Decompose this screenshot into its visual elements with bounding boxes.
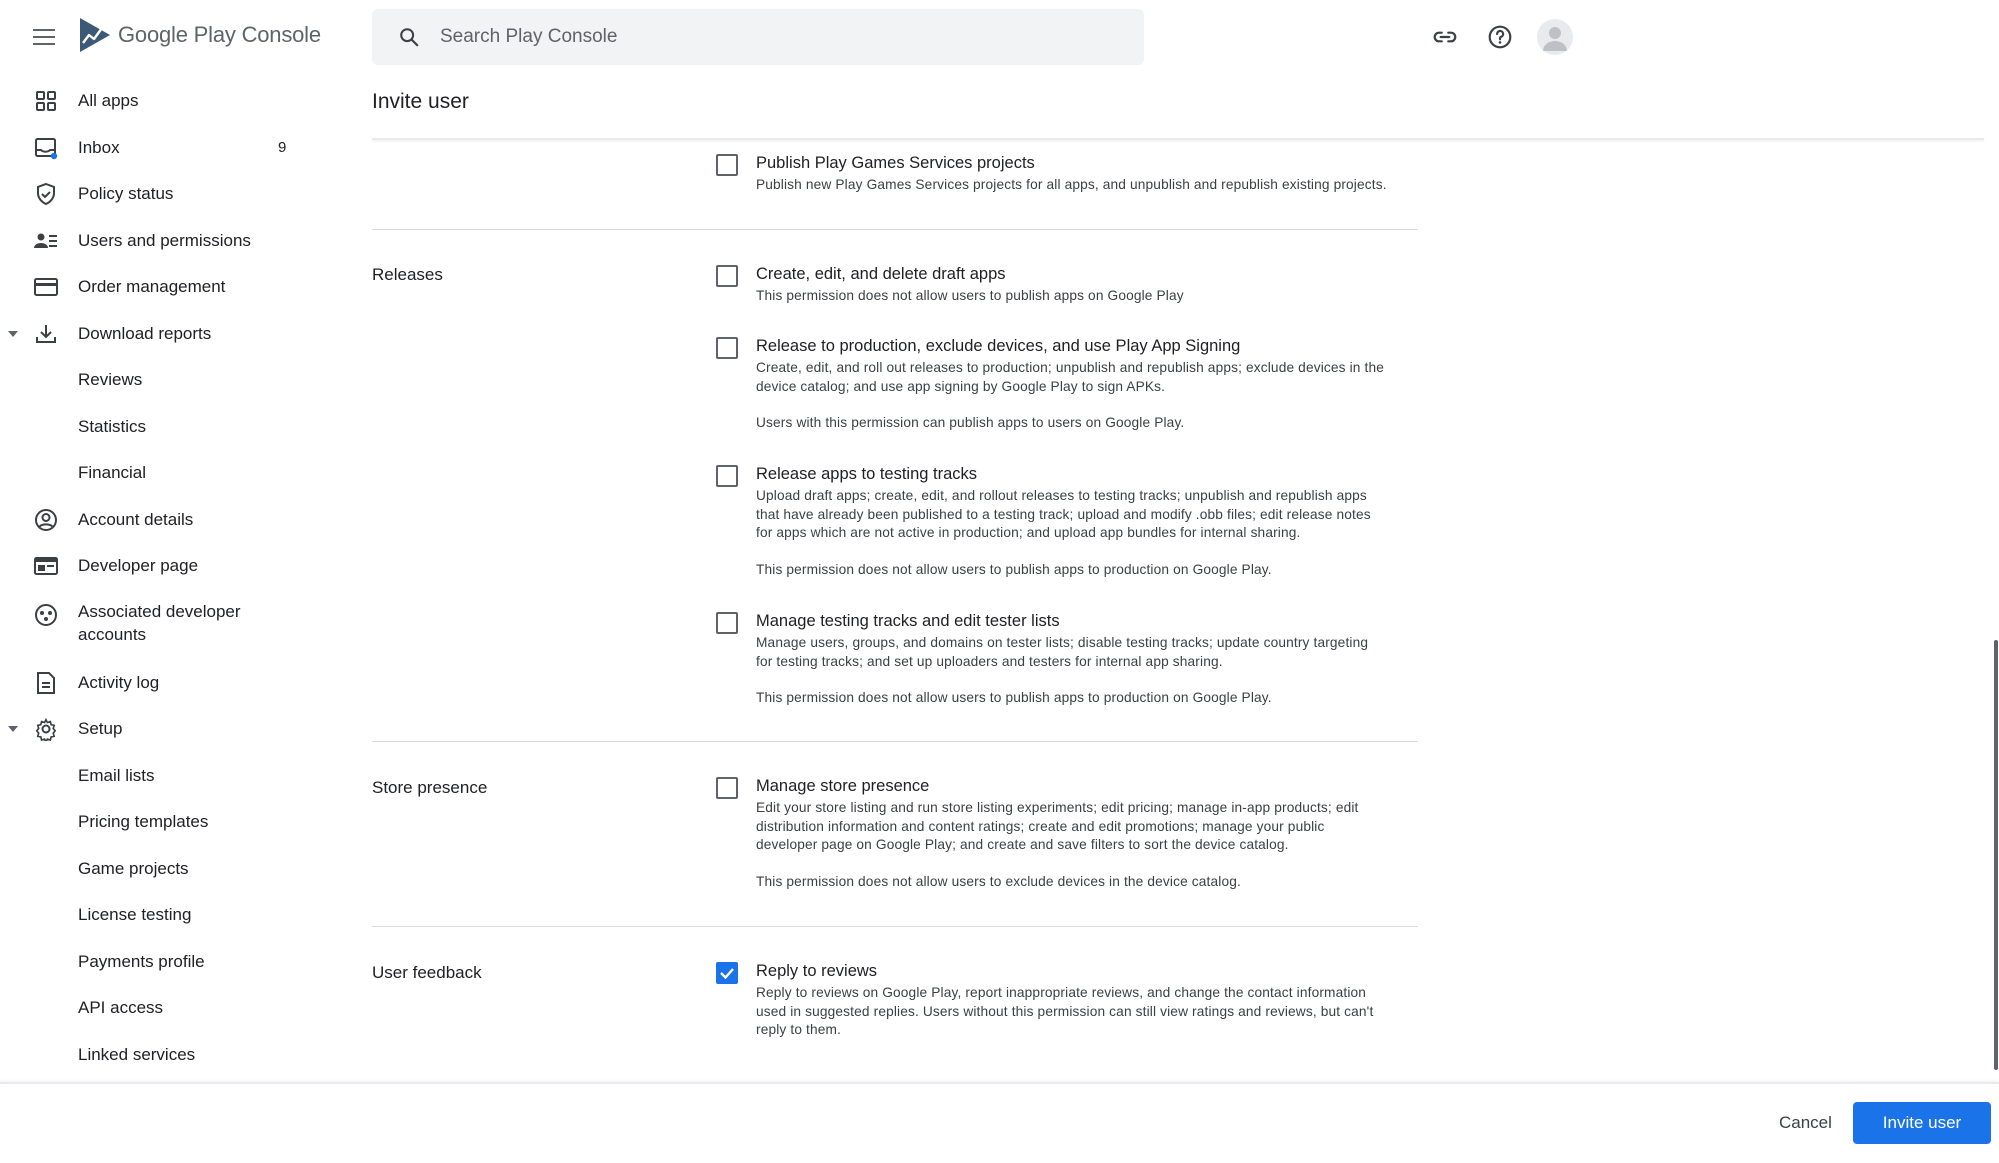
sidebar-item-email-lists[interactable] — [0, 753, 340, 800]
description-line: Manage users, groups, and domains on tester lists; disable testing tracks; update country targeting — [756, 635, 1369, 650]
permission-note: This permission does not allow users to publish apps to production on Google Play. — [756, 562, 1272, 578]
checkbox[interactable] — [716, 777, 738, 799]
section-label-releases: Releases — [372, 265, 443, 284]
permission-title: Release apps to testing tracks — [756, 465, 978, 483]
permission-reply-to-reviews — [716, 960, 1416, 1040]
sidebar-item-account-details[interactable] — [0, 497, 340, 544]
sidebar-item-label-line2: accounts — [78, 624, 147, 644]
shield-icon — [33, 181, 59, 207]
sidebar-item-label: Payments profile — [78, 951, 205, 971]
invite-user-button[interactable]: Invite user — [1853, 1102, 1991, 1144]
checkbox[interactable] — [716, 337, 738, 359]
description-line: reply to them. — [756, 1022, 842, 1038]
sidebar-item-statistics[interactable] — [0, 404, 340, 451]
permission-title: Manage testing tracks and edit tester lists — [756, 612, 1060, 630]
permission-description — [756, 359, 1416, 396]
description-line: used in suggested replies. Users without this permission can still view ratings and reviews, but can't — [756, 1003, 1374, 1019]
sidebar-item-users-and-permissions[interactable] — [0, 218, 340, 265]
sidebar-item-label: Developer page — [78, 556, 199, 576]
logo-text-google: Google Play — [118, 22, 236, 47]
sidebar-item-pricing-templates[interactable] — [0, 799, 340, 846]
sidebar-item-all-apps[interactable] — [0, 78, 340, 125]
description-line: Create, edit, and roll out releases to production; unpublish and republish apps; exclude devices in the — [756, 360, 1384, 375]
checkbox[interactable] — [716, 612, 738, 634]
user-avatar-icon — [1537, 19, 1573, 55]
page-title: Invite user — [372, 90, 469, 113]
permission-description: This permission does not allow users to publish apps on Google Play — [756, 288, 1184, 303]
menu-button[interactable] — [30, 22, 60, 52]
sidebar-item-label: Email lists — [78, 765, 155, 785]
sidebar-item-policy-status[interactable] — [0, 171, 340, 218]
permission-title: Publish Play Games Services projects — [756, 154, 1035, 172]
sidebar-item-label: Setup — [78, 719, 123, 739]
account-button[interactable] — [1534, 16, 1576, 58]
linked-accounts-icon — [33, 602, 59, 628]
section-divider — [372, 926, 1418, 927]
download-icon — [33, 321, 59, 347]
title-divider — [372, 138, 1984, 140]
app-title — [118, 22, 321, 48]
search-bar[interactable] — [372, 9, 1144, 65]
section-label-store-presence: Store presence — [372, 778, 488, 797]
footer-action-bar — [0, 1082, 1999, 1163]
permission-description — [756, 487, 1416, 543]
sidebar-item-label: API access — [78, 998, 164, 1018]
description-line: developer page on Google Play; and create and save filters to sort the device catalog. — [756, 837, 1289, 853]
sidebar-item-inbox[interactable] — [0, 125, 340, 172]
check-icon — [719, 965, 735, 981]
permission-create-edit-delete-draft-apps — [716, 263, 1416, 306]
inbox-count-badge: 9 — [278, 139, 287, 157]
permission-release-to-production — [716, 335, 1416, 433]
sidebar-item-label: Account details — [78, 509, 194, 529]
credit-card-icon — [33, 274, 59, 300]
sidebar-item-reviews[interactable] — [0, 357, 340, 404]
inbox-icon — [33, 135, 59, 161]
grid-icon — [33, 88, 59, 114]
sidebar-item-activity-log[interactable] — [0, 660, 340, 707]
users-icon — [33, 228, 59, 254]
scrollbar[interactable] — [1994, 640, 1998, 1070]
sidebar-item-label: All apps — [78, 91, 139, 111]
sidebar-item-api-access[interactable] — [0, 985, 340, 1032]
description-line: for apps which are not active in production; and upload app bundles for internal sharing. — [756, 525, 1301, 541]
link-icon — [1432, 24, 1458, 50]
description-line: device catalog; and use app signing by Google Play to sign APKs. — [756, 378, 1166, 394]
sidebar-item-label: Users and permissions — [78, 230, 251, 250]
document-icon — [33, 670, 59, 696]
sidebar-item-license-testing[interactable] — [0, 892, 340, 939]
description-line: for testing tracks; and set up uploaders and testers for internal app sharing. — [756, 653, 1223, 669]
permission-manage-store-presence — [716, 775, 1416, 892]
checkbox-checked[interactable] — [716, 962, 738, 984]
sidebar-item-label: Linked services — [78, 1044, 196, 1064]
permission-note: This permission does not allow users to exclude devices in the device catalog. — [756, 874, 1241, 890]
caret-down-icon[interactable] — [6, 722, 20, 736]
sidebar-item-label: Statistics — [78, 416, 147, 436]
permission-title: Create, edit, and delete draft apps — [756, 265, 1006, 283]
sidebar-item-label: Inbox — [78, 137, 120, 157]
help-button[interactable] — [1479, 16, 1521, 58]
permission-title: Manage store presence — [756, 777, 930, 795]
help-icon — [1487, 24, 1513, 50]
sidebar-item-label: Reviews — [78, 370, 143, 390]
permission-release-apps-to-testing-tracks — [716, 463, 1416, 580]
app-logo[interactable] — [78, 16, 321, 54]
permission-publish-play-games-services — [716, 152, 1416, 195]
account-circle-icon — [33, 507, 59, 533]
avatar — [1537, 19, 1573, 55]
copy-link-button[interactable] — [1424, 16, 1466, 58]
sidebar-item-label: Download reports — [78, 323, 212, 343]
permission-description — [756, 799, 1416, 855]
sidebar-item-order-management[interactable] — [0, 264, 340, 311]
sidebar — [0, 78, 340, 1078]
permission-description: Publish new Play Games Services projects for all apps, and unpublish and republish existing projects. — [756, 177, 1387, 192]
description-line: Edit your store listing and run store listing experiments; edit pricing; manage in-app products; edit — [756, 800, 1359, 815]
permission-title: Reply to reviews — [756, 962, 878, 980]
sidebar-item-label: Activity log — [78, 672, 160, 692]
caret-down-icon[interactable] — [6, 327, 20, 341]
description-line: distribution information and content ratings; create and edit promotions; manage your public — [756, 818, 1325, 834]
permission-description — [756, 984, 1416, 1040]
description-line: Upload draft apps; create, edit, and rollout releases to testing tracks; unpublish and republish apps — [756, 488, 1367, 503]
sidebar-item-financial[interactable] — [0, 450, 340, 497]
sidebar-item-setup[interactable] — [0, 706, 340, 753]
sidebar-item-label: Pricing templates — [78, 812, 209, 832]
checkbox[interactable] — [716, 265, 738, 287]
sidebar-item-label: License testing — [78, 905, 192, 925]
sidebar-item-associated-developer-accounts[interactable] — [0, 590, 340, 660]
logo-text-console: Console — [241, 22, 321, 47]
sidebar-item-label: Financial — [78, 463, 147, 483]
section-divider — [372, 229, 1418, 230]
search-icon — [396, 24, 422, 50]
section-divider — [372, 741, 1418, 742]
checkbox[interactable] — [716, 154, 738, 176]
sidebar-item-developer-page[interactable] — [0, 543, 340, 590]
description-line: that have already been published to a testing track; upload and modify .obb files; edit release notes — [756, 506, 1371, 522]
sidebar-item-label — [78, 600, 241, 646]
web-page-icon — [33, 553, 59, 579]
hamburger-icon — [33, 28, 57, 46]
section-label-user-feedback: User feedback — [372, 963, 482, 982]
permission-note: Users with this permission can publish apps to users on Google Play. — [756, 415, 1185, 431]
play-console-logo-icon — [78, 16, 112, 54]
sidebar-item-payments-profile[interactable] — [0, 939, 340, 986]
sidebar-item-download-reports[interactable] — [0, 311, 340, 358]
description-line: Reply to reviews on Google Play, report inappropriate reviews, and change the contact information — [756, 985, 1367, 1000]
sidebar-item-linked-services[interactable] — [0, 1032, 340, 1079]
permission-note: This permission does not allow users to publish apps to production on Google Play. — [756, 690, 1272, 706]
permission-manage-testing-tracks — [716, 610, 1416, 708]
sidebar-item-label-line1: Associated developer — [78, 601, 241, 621]
checkbox[interactable] — [716, 465, 738, 487]
gear-icon — [33, 716, 59, 742]
cancel-button[interactable]: Cancel — [1765, 1102, 1846, 1144]
sidebar-item-label: Order management — [78, 277, 226, 297]
search-input[interactable] — [440, 26, 1040, 48]
permission-description — [756, 634, 1416, 671]
permission-title: Release to production, exclude devices, and use Play App Signing — [756, 337, 1241, 355]
sidebar-item-label: Policy status — [78, 184, 174, 204]
sidebar-item-label: Game projects — [78, 858, 189, 878]
sidebar-item-game-projects[interactable] — [0, 846, 340, 893]
